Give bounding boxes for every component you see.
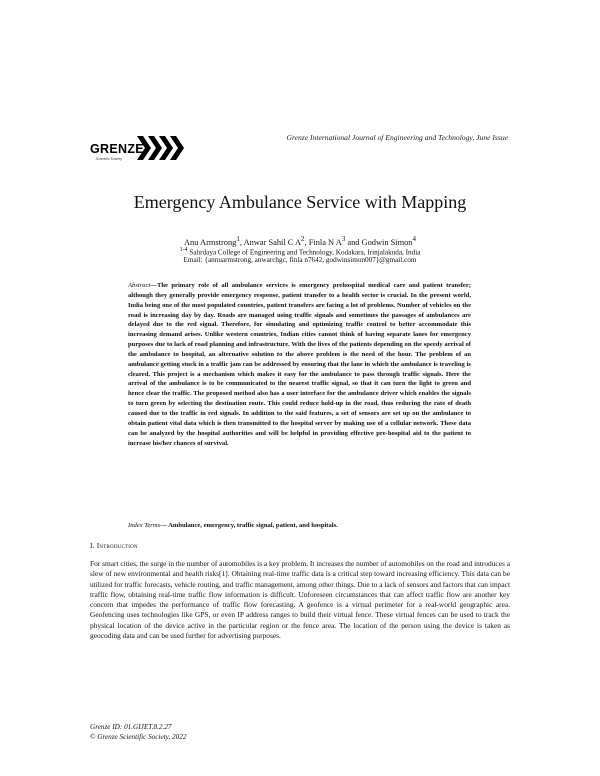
section-title: Introduction [96,541,138,550]
logo-tagline: Scientific Society [96,157,122,161]
index-terms-label: Index Terms [128,522,161,529]
copyright: © Grenze Scientific Society, 2022 [90,732,187,741]
abstract-label: Abstract [128,282,151,289]
intro-paragraph: For smart cities, the surge in the number of automobiles is a key problem. It increases the number of automobiles on the road and introduces a slew of new environmental and health risks[1]. Obtaining real-time traffic data is a critical step toward increasing efficiency. This data can be utilized for traffic forecasts, vehicle routing, and traffic management, among other things. Due to a lack of sensors and factors that can impact traffic flow, obtaining real-time traffic flow information is difficult. Unforeseen circumstances that can affect traffic flow are another key concern that impedes the performance of traffic flow forecasting. A geofence is a virtual perimeter for a real-world geographic area. Geofencing uses technologies like GPS, or even IP address ranges to build their virtual fence. These virtual fences can be used to track the physical location of the device active in the particular region or the fence area. The location of the person using the device is taken as geocoding data and can be used further for advertising purposes. [90,559,510,641]
affiliation-text: Sahrdaya College of Engineering and Technology, Kodakara, Irinjalakuda, India [187,248,421,257]
author-affiliation-mark: 1 [236,235,240,243]
section-heading [90,541,138,550]
author-affiliation-mark: 3 [341,235,346,243]
abstract [128,281,471,448]
journal-header: Grenze International Journal of Engineering and Technology, June Issue [286,133,508,142]
index-terms-text: — Ambulance, emergency, traffic signal, patient, and hospitals. [160,522,338,529]
author-name: , Finla N A [304,237,342,247]
abstract-text: —The primary role of all ambulance services is emergency prehospital medical care and patient transfer; although they generally provide emergency response, patient transfer to a health sector is crucial. In the present world, India being one of the most populated countries, patient transfers are facing a lot of problems. Number of vehicles on the road is increasing day by day. Roads are managed using traffic signals and sometimes the passages of ambulances are delayed due to the red signal. Therefore, for simulating and optimizing traffic control to better accommodate this increasing demand arises. Unlike western countries, Indian cities cannot think of having separate lanes for emergency purposes due to lack of road planning and infrastructure. With the lives of the patients depending on the speedy arrival of the ambulance to hospital, an alternative solution to the above problem is the need of the hour. The problem of an ambulance getting stuck in a traffic jam can be addressed by ensuring that the lane in which the ambulance is traveling is cleared. This project is a mechanism which makes it easy for the ambulance to pass through traffic signals. Here the arrival of the ambulance is to be communicated to the nearest traffic signal, so that it can turn the light to green and hence clear the traffic. The proposed method also has a user interface for the ambulance driver which enables the signals to turn green by selecting the destination route. This could reduce hold-up in the road, thus reducing the rate of death caused due to the traffic in red signals. In addition to the said features, a set of sensors are set up on the ambulance to obtain patient vital data which is then transmitted to the hospital server by making use of a cellular network. These data can be analyzed by the hospital authorities and will be helpful in providing effective pre-hospital aid to the patient to increase his/her chances of survival. [128,282,471,447]
publisher-logo [90,132,190,166]
author-name: and Godwin Simon [345,237,413,247]
author-affiliation-mark: 4 [412,235,416,243]
author-name: , Anwar Sahil C A [239,237,302,247]
paper-title: Emergency Ambulance Service with Mapping [133,192,467,212]
author-email: Email: {annuarmstrong, anwarchgc, finla n7642, godwinsimon007}@gmail.com [183,256,417,264]
author-affiliation-mark: 2 [301,235,305,243]
footer [90,723,186,742]
affiliation-mark: 1-4 [179,247,188,253]
grenze-id: Grenze ID: 01.GIJET.8.2.27 [90,723,172,731]
author-name: Anu Armstrong [184,237,237,247]
section-number: I. [90,541,97,550]
logo-wordmark: GRENZE [90,142,144,156]
index-terms [128,521,471,531]
chevron-arrows-icon [137,133,187,163]
